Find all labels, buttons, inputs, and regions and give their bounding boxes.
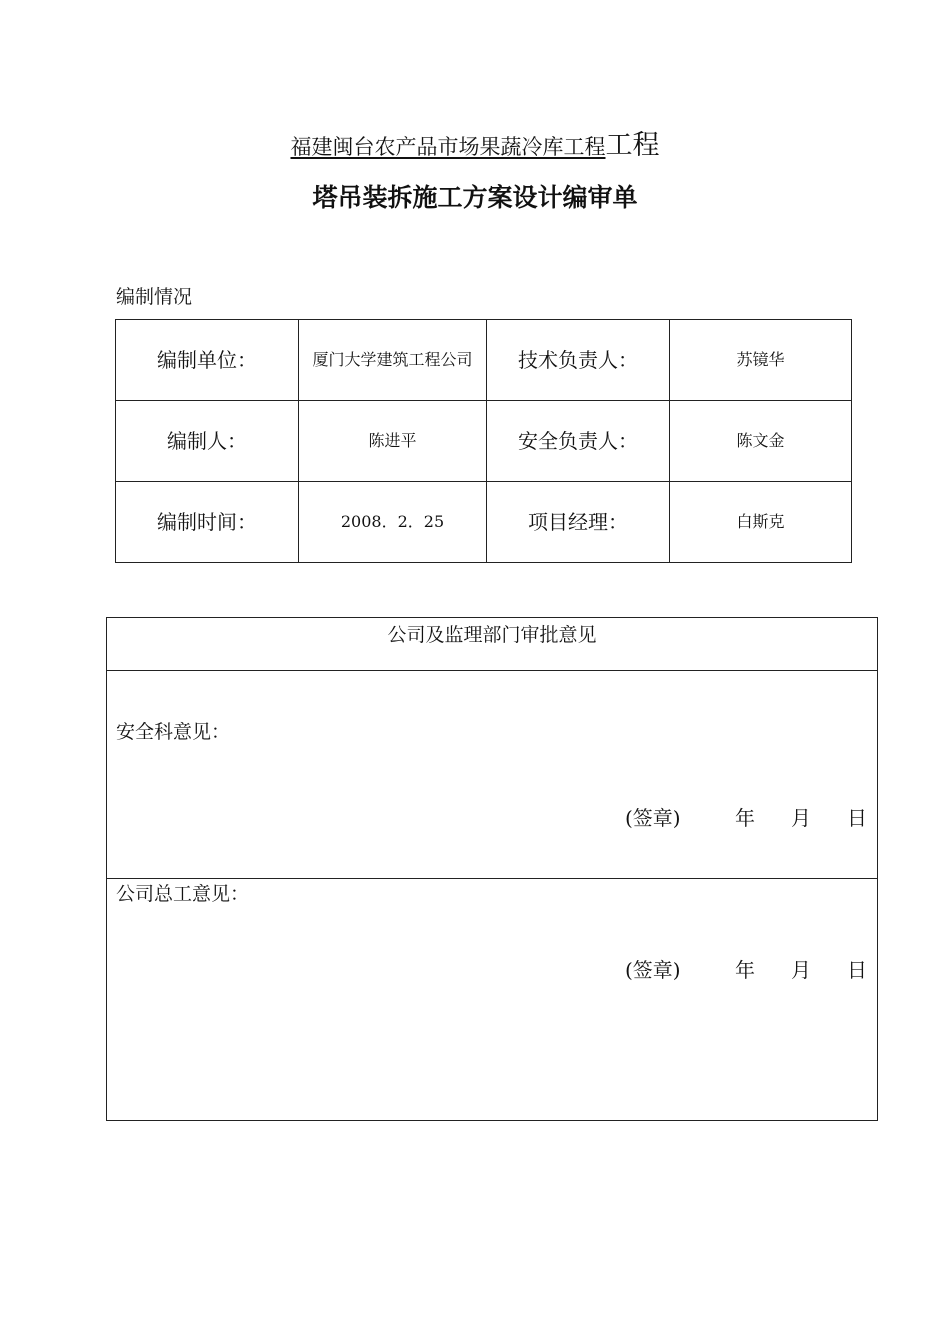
month-label: 月	[791, 806, 811, 830]
safety-signature-line	[625, 805, 867, 831]
year-label: 年	[735, 806, 755, 830]
approval-heading: 公司及监理部门审批意见	[107, 618, 877, 671]
label-cell: 项目经理：	[487, 482, 670, 563]
value-cell: 苏镜华	[670, 320, 852, 401]
info-table	[115, 319, 852, 563]
label-cell: 编制单位：	[116, 320, 299, 401]
day-label: 日	[847, 958, 867, 982]
year-label: 年	[735, 958, 755, 982]
table-row	[116, 320, 852, 401]
value-cell: 白斯克	[670, 482, 852, 563]
value-cell: 2008．2．25	[299, 482, 487, 563]
project-title	[0, 128, 950, 165]
table-row	[116, 482, 852, 563]
value-cell: 厦门大学建筑工程公司	[299, 320, 487, 401]
label-cell: 编制人：	[116, 401, 299, 482]
document-title: 塔吊装拆施工方案设计编审单	[312, 183, 638, 212]
chief-engineer-opinion-label: 公司总工意见：	[116, 883, 250, 905]
value-cell: 陈文金	[670, 401, 852, 482]
approval-box	[106, 617, 878, 1121]
safety-opinion-label: 安全科意见：	[116, 721, 231, 743]
stamp-label: (签章)	[625, 958, 681, 982]
divider	[107, 878, 877, 879]
stamp-label: (签章)	[625, 806, 681, 830]
day-label: 日	[847, 806, 867, 830]
project-suffix: 工程	[605, 130, 660, 161]
table-row	[116, 401, 852, 482]
label-cell: 编制时间：	[116, 482, 299, 563]
chief-signature-line	[625, 957, 867, 983]
section-label: 编制情况	[116, 286, 193, 308]
value-cell: 陈进平	[299, 401, 487, 482]
month-label: 月	[791, 958, 811, 982]
label-cell: 技术负责人：	[487, 320, 670, 401]
label-cell: 安全负责人：	[487, 401, 670, 482]
project-name: 福建闽台农产品市场果蔬冷库工程	[290, 135, 606, 159]
